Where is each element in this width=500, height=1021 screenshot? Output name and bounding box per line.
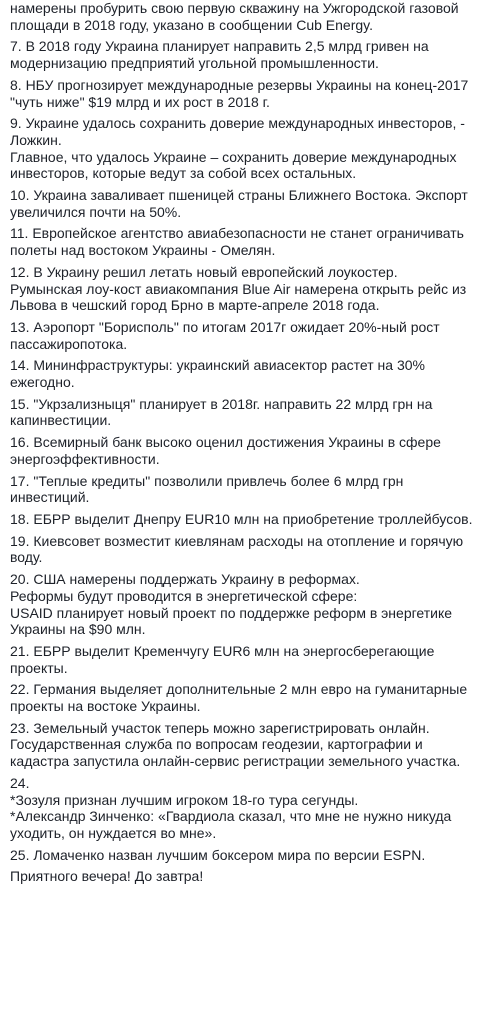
closing-line: Приятного вечера! До завтра! [10,868,204,885]
news-item-9: 9. Украине удалось сохранить доверие международных инвесторов, - Ложкин. Главное, что удалось Украине – сохранить доверие международных инвесторов, которые ведут за собой всех остальных. [10,115,465,182]
news-item-24: 24. *Зозуля признан лучшим игроком 18-го тура сегунды. *Александр Зинченко: «Гвардиола сказал, что мне не нужно никуда уходить, он нуждается во мне». [10,774,452,841]
news-item-17: 17. "Теплые кредиты" позволили привлечь более 6 млрд грн инвестиций. [10,472,404,506]
news-item-23: 23. Земельный участок теперь можно зарегистрировать онлайн. Государственная служба по вопросам геодезии, картографии и кадастра запустила онлайн-сервис регистрации земельного участка. [10,719,461,770]
paragraph-intro-continued: намерены пробурить свою первую скважину на Ужгородской газовой площади в 2018 году, указано в сообщении Cub Energy. [10,0,459,33]
news-item-14: 14. Мининфраструктуры: украинский авиасектор растет на 30% ежегодно. [10,357,425,391]
news-item-7: 7. В 2018 году Украина планирует направить 2,5 млрд гривен на модернизацию предприятий угольной промышленности. [10,38,429,72]
news-item-20: 20. США намерены поддержать Украину в реформах. Реформы будут проводится в энергетической сфере: USAID планирует новый проект по поддержке реформ в энергетике Украины на $90 млн. [10,571,453,638]
news-item-13: 13. Аэропорт "Борисполь" по итогам 2017г ожидает 20%-ный рост пассажиропотока. [10,318,440,352]
news-item-25: 25. Ломаченко назван лучшим боксером мира по версии ESPN. [10,846,426,863]
news-item-22: 22. Германия выделяет дополнительные 2 млн евро на гуманитарные проекты на востоке Украины. [10,681,468,715]
news-item-11: 11. Европейское агентство авиабезопасности не станет ограничивать полеты над востоком Украины - Омелян. [10,225,464,259]
news-item-18: 18. ЕБРР выделит Днепру EUR10 млн на приобретение троллейбусов. [10,510,473,527]
news-item-12: 12. В Украину решил летать новый европейский лоукостер. Румынская лоу-кост авиакомпания Blue Air намерена открыть рейс из Львова в чешский город Брно в марте-апреле 2018 года. [10,263,467,314]
news-item-10: 10. Украина заваливает пшеницей страны Ближнего Востока. Экспорт увеличился почти на 50%. [10,187,468,220]
news-item-21: 21. ЕБРР выделит Кременчугу EUR6 млн на энергосберегающие проекты. [10,642,435,676]
news-item-8: 8. НБУ прогнозирует международные резервы Украины на конец-2017 "чуть ниже" $19 млрд и их рост в 2018 г. [10,76,469,110]
news-item-16: 16. Всемирный банк высоко оценил достижения Украины в сфере энергоэффективности. [10,434,441,467]
news-item-15: 15. "Укрзализныця" планирует в 2018г. направить 22 млрд грн на капинвестиции. [10,395,433,429]
news-item-19: 19. Киевсовет возместит киевлянам расходы на отопление и горячую воду. [10,532,464,566]
